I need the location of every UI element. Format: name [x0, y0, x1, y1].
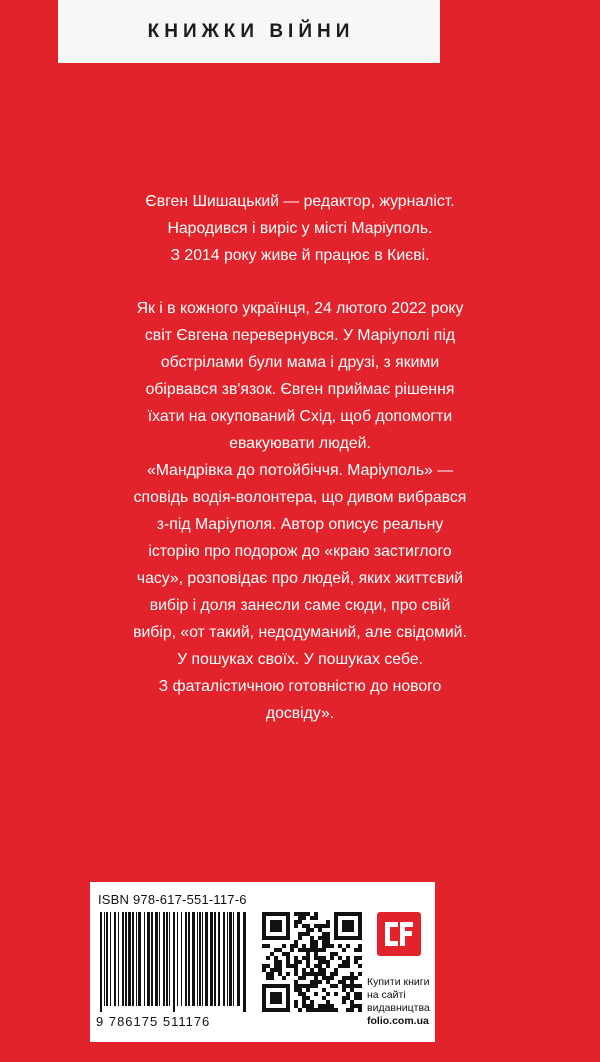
series-label: КНИЖКИ ВІЙНИ: [58, 0, 440, 63]
isbn-text: ISBN 978-617-551-117-6: [98, 892, 247, 907]
body-line: досвіду».: [265, 705, 335, 722]
blurb-text: [70, 188, 530, 727]
publisher-text-line: Купити книги: [367, 976, 430, 988]
publisher-site-link[interactable]: folio.com.ua: [367, 1015, 429, 1027]
body-line: історію про подорож до «краю застиглого: [148, 543, 452, 560]
body-line: «Мандрівка до потойбіччя. Маріуполь» —: [146, 462, 454, 479]
body-line: обірвався зв'язок. Євген приймає рішення: [145, 381, 455, 398]
body-line: Як і в кожного українця, 24 лютого 2022 року: [136, 300, 464, 317]
author-line: З 2014 року живе й працює в Києві.: [170, 247, 430, 264]
publisher-text-line: на сайті: [367, 989, 406, 1001]
body-line: У пошуках своїх. У пошуках себе.: [177, 651, 423, 668]
body-line: вибір, «от такий, недодуманий, але свідомий.: [133, 624, 467, 641]
cf-logo-icon: [377, 912, 421, 956]
barcode-icon: [98, 912, 253, 1012]
body-line: з-під Маріуполя. Автор описує реальну: [156, 516, 444, 533]
body-line: З фаталістичною готовністю до нового: [158, 678, 442, 695]
qr-code-icon: [262, 912, 362, 1012]
body-line: їхати на окупований Схід, щоб допомогти: [147, 408, 453, 425]
body-line: часу», розповідає про людей, яких життєвий: [136, 570, 464, 587]
author-line: Народився і виріс у місті Маріуполь.: [167, 220, 433, 237]
body-line: обстрілами були мама і друзі, з якими: [160, 354, 440, 371]
body-line: сповідь водія-волонтера, що дивом вибрався: [133, 489, 467, 506]
publisher-text-line: видавництва: [367, 1002, 430, 1014]
body-line: світ Євгена перевернувся. У Маріуполі під: [144, 327, 456, 344]
barcode-digits: 9 786175 511176: [96, 1014, 211, 1029]
body-line: евакуювати людей.: [229, 435, 371, 452]
barcode-panel: [90, 882, 435, 1042]
body-line: вибір і доля занесли саме сюди, про свій: [149, 597, 451, 614]
author-line: Євген Шишацький — редактор, журналіст.: [145, 193, 455, 210]
publisher-text: [367, 976, 435, 1028]
